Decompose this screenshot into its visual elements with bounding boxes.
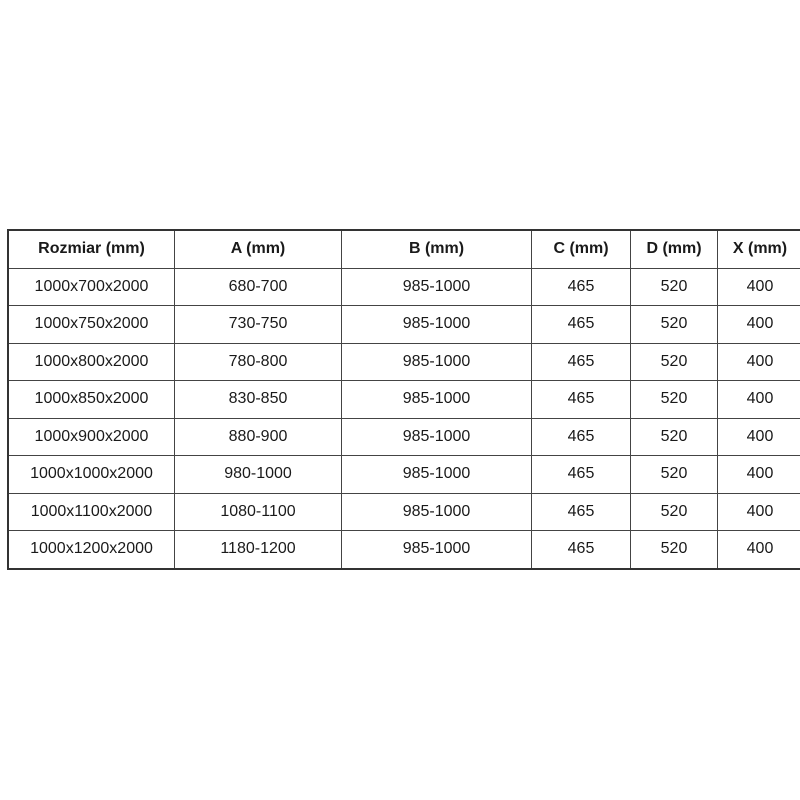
table-cell: 520 [631,306,718,344]
column-header-4: D (mm) [631,230,718,268]
column-header-0: Rozmiar (mm) [8,230,175,268]
table-cell: 1000x800x2000 [8,343,175,381]
table-cell: 465 [532,493,631,531]
table-cell: 730-750 [175,306,342,344]
table-cell: 400 [718,343,800,381]
table-cell: 465 [532,418,631,456]
table-cell: 985-1000 [342,456,532,494]
table-row [8,343,800,381]
table-cell: 400 [718,493,800,531]
table-cell: 520 [631,531,718,569]
table-cell: 980-1000 [175,456,342,494]
table-cell: 520 [631,381,718,419]
table-cell: 1000x750x2000 [8,306,175,344]
table-cell: 985-1000 [342,531,532,569]
table-row [8,531,800,569]
table-cell: 465 [532,306,631,344]
table-cell: 985-1000 [342,493,532,531]
column-header-1: A (mm) [175,230,342,268]
table-cell: 520 [631,493,718,531]
table-cell: 985-1000 [342,418,532,456]
table-cell: 1000x900x2000 [8,418,175,456]
table-cell: 1180-1200 [175,531,342,569]
column-header-5: X (mm) [718,230,800,268]
table-row [8,493,800,531]
table-cell: 465 [532,343,631,381]
table-cell: 780-800 [175,343,342,381]
table-cell: 880-900 [175,418,342,456]
column-header-2: B (mm) [342,230,532,268]
table-cell: 1000x850x2000 [8,381,175,419]
table-cell: 830-850 [175,381,342,419]
table-cell: 985-1000 [342,268,532,306]
table-row [8,381,800,419]
table-cell: 400 [718,531,800,569]
table-cell: 465 [532,381,631,419]
table-cell: 985-1000 [342,343,532,381]
table-body [8,268,800,569]
table-cell: 1000x700x2000 [8,268,175,306]
table-cell: 680-700 [175,268,342,306]
table-cell: 520 [631,418,718,456]
table-cell: 400 [718,381,800,419]
table-cell: 1000x1100x2000 [8,493,175,531]
table-cell: 465 [532,268,631,306]
table-header [8,230,800,268]
table-row [8,456,800,494]
table-row [8,306,800,344]
table-header-row [8,230,800,268]
table-cell: 465 [532,456,631,494]
table-cell: 1000x1000x2000 [8,456,175,494]
table-cell: 1000x1200x2000 [8,531,175,569]
table-cell: 520 [631,268,718,306]
size-specification-table-container [7,229,800,570]
column-header-3: C (mm) [532,230,631,268]
table-cell: 520 [631,343,718,381]
table-cell: 1080-1100 [175,493,342,531]
table-row [8,418,800,456]
table-cell: 400 [718,456,800,494]
table-cell: 400 [718,418,800,456]
table-cell: 400 [718,268,800,306]
table-row [8,268,800,306]
table-cell: 465 [532,531,631,569]
table-cell: 985-1000 [342,381,532,419]
table-cell: 520 [631,456,718,494]
size-specification-table [7,229,800,570]
table-cell: 400 [718,306,800,344]
table-cell: 985-1000 [342,306,532,344]
